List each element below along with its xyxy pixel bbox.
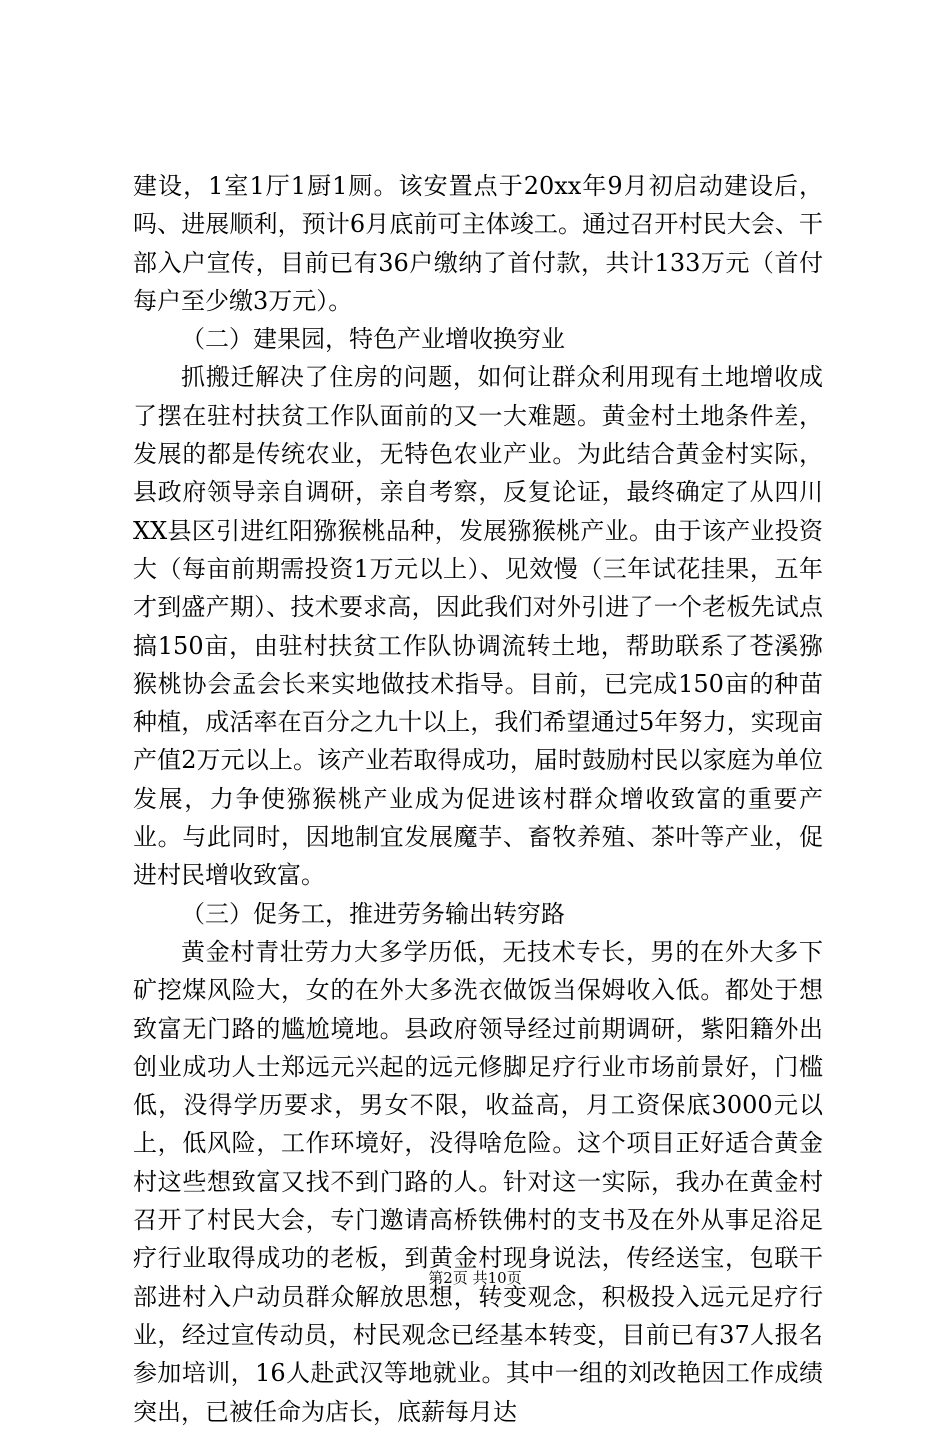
paragraph-labor: 黄金村青壮劳力大多学历低，无技术专长，男的在外大多下矿挖煤风险大，女的在外大多洗衣做饭当保姆收入低。都处于想致富无门路的尴尬境地。县政府领导经过前期调研，紫阳籍外出创业成功人士郑远元兴起的远元修脚足疗行业市场前景好，门槛低，没得学历要求，男女不限，收益高，月工资保底3000元以上，低风险，工作环境好，没得啥危险。这个项目正好适合黄金村这些想致富又找不到门路的人。针对这一实际，我办在黄金村召开了村民大会，专门邀请高桥铁佛村的支书及在外从事足浴足疗行业取得成功的老板，到黄金村现身说法，传经送宝，包联干部进村入户动员群众解放思想，转变观念，积极投入远元足疗行业，经过宣传动员，村民观念已经基本转变，目前已有37人报名参加培训，16人赴武汉等地就业。其中一组的刘改艳因工作成绩突出，已被任命为店长，底薪每月达 — [133, 937, 823, 1426]
document-body — [133, 167, 823, 1431]
page-footer: 第2页 共10页 — [428, 1269, 522, 1287]
paragraph-continuation: 建设，1室1厅1厨1厕。该安置点于20xx年9月初启动建设后，吗、进展顺利，预计6月底前可主体竣工。通过召开村民大会、干部入户宣传，目前已有36户缴纳了首付款，共计133万元（首付每户至少缴3万元）。 — [133, 172, 823, 315]
paragraph-orchard: 抓搬迁解决了住房的问题，如何让群众利用现有土地增收成了摆在驻村扶贫工作队面前的又一大难题。黄金村土地条件差，发展的都是传统农业，无特色农业产业。为此结合黄金村实际，县政府领导亲自调研，亲自考察，反复论证，最终确定了从四川XX县区引进红阳猕猴桃品种，发展猕猴桃产业。由于该产业投资大（每亩前期需投资1万元以上）、见效慢（三年试花挂果，五年才到盛产期）、技术要求高，因此我们对外引进了一个老板先试点搞150亩，由驻村扶贫工作队协调流转土地，帮助联系了苍溪猕猴桃协会孟会长来实地做技术指导。目前，已完成150亩的种苗种植，成活率在百分之九十以上，我们希望通过5年努力，实现亩产值2万元以上。该产业若取得成功，届时鼓励村民以家庭为单位发展，力争使猕猴桃产业成为促进该村群众增收致富的重要产业。与此同时，因地制宜发展魔芋、畜牧养殖、茶叶等产业，促进村民增收致富。 — [133, 363, 823, 890]
section-heading-2: （二）建果园，特色产业增收换穷业 — [181, 325, 565, 354]
section-heading-3: （三）促务工，推进劳务输出转穷路 — [181, 899, 565, 928]
